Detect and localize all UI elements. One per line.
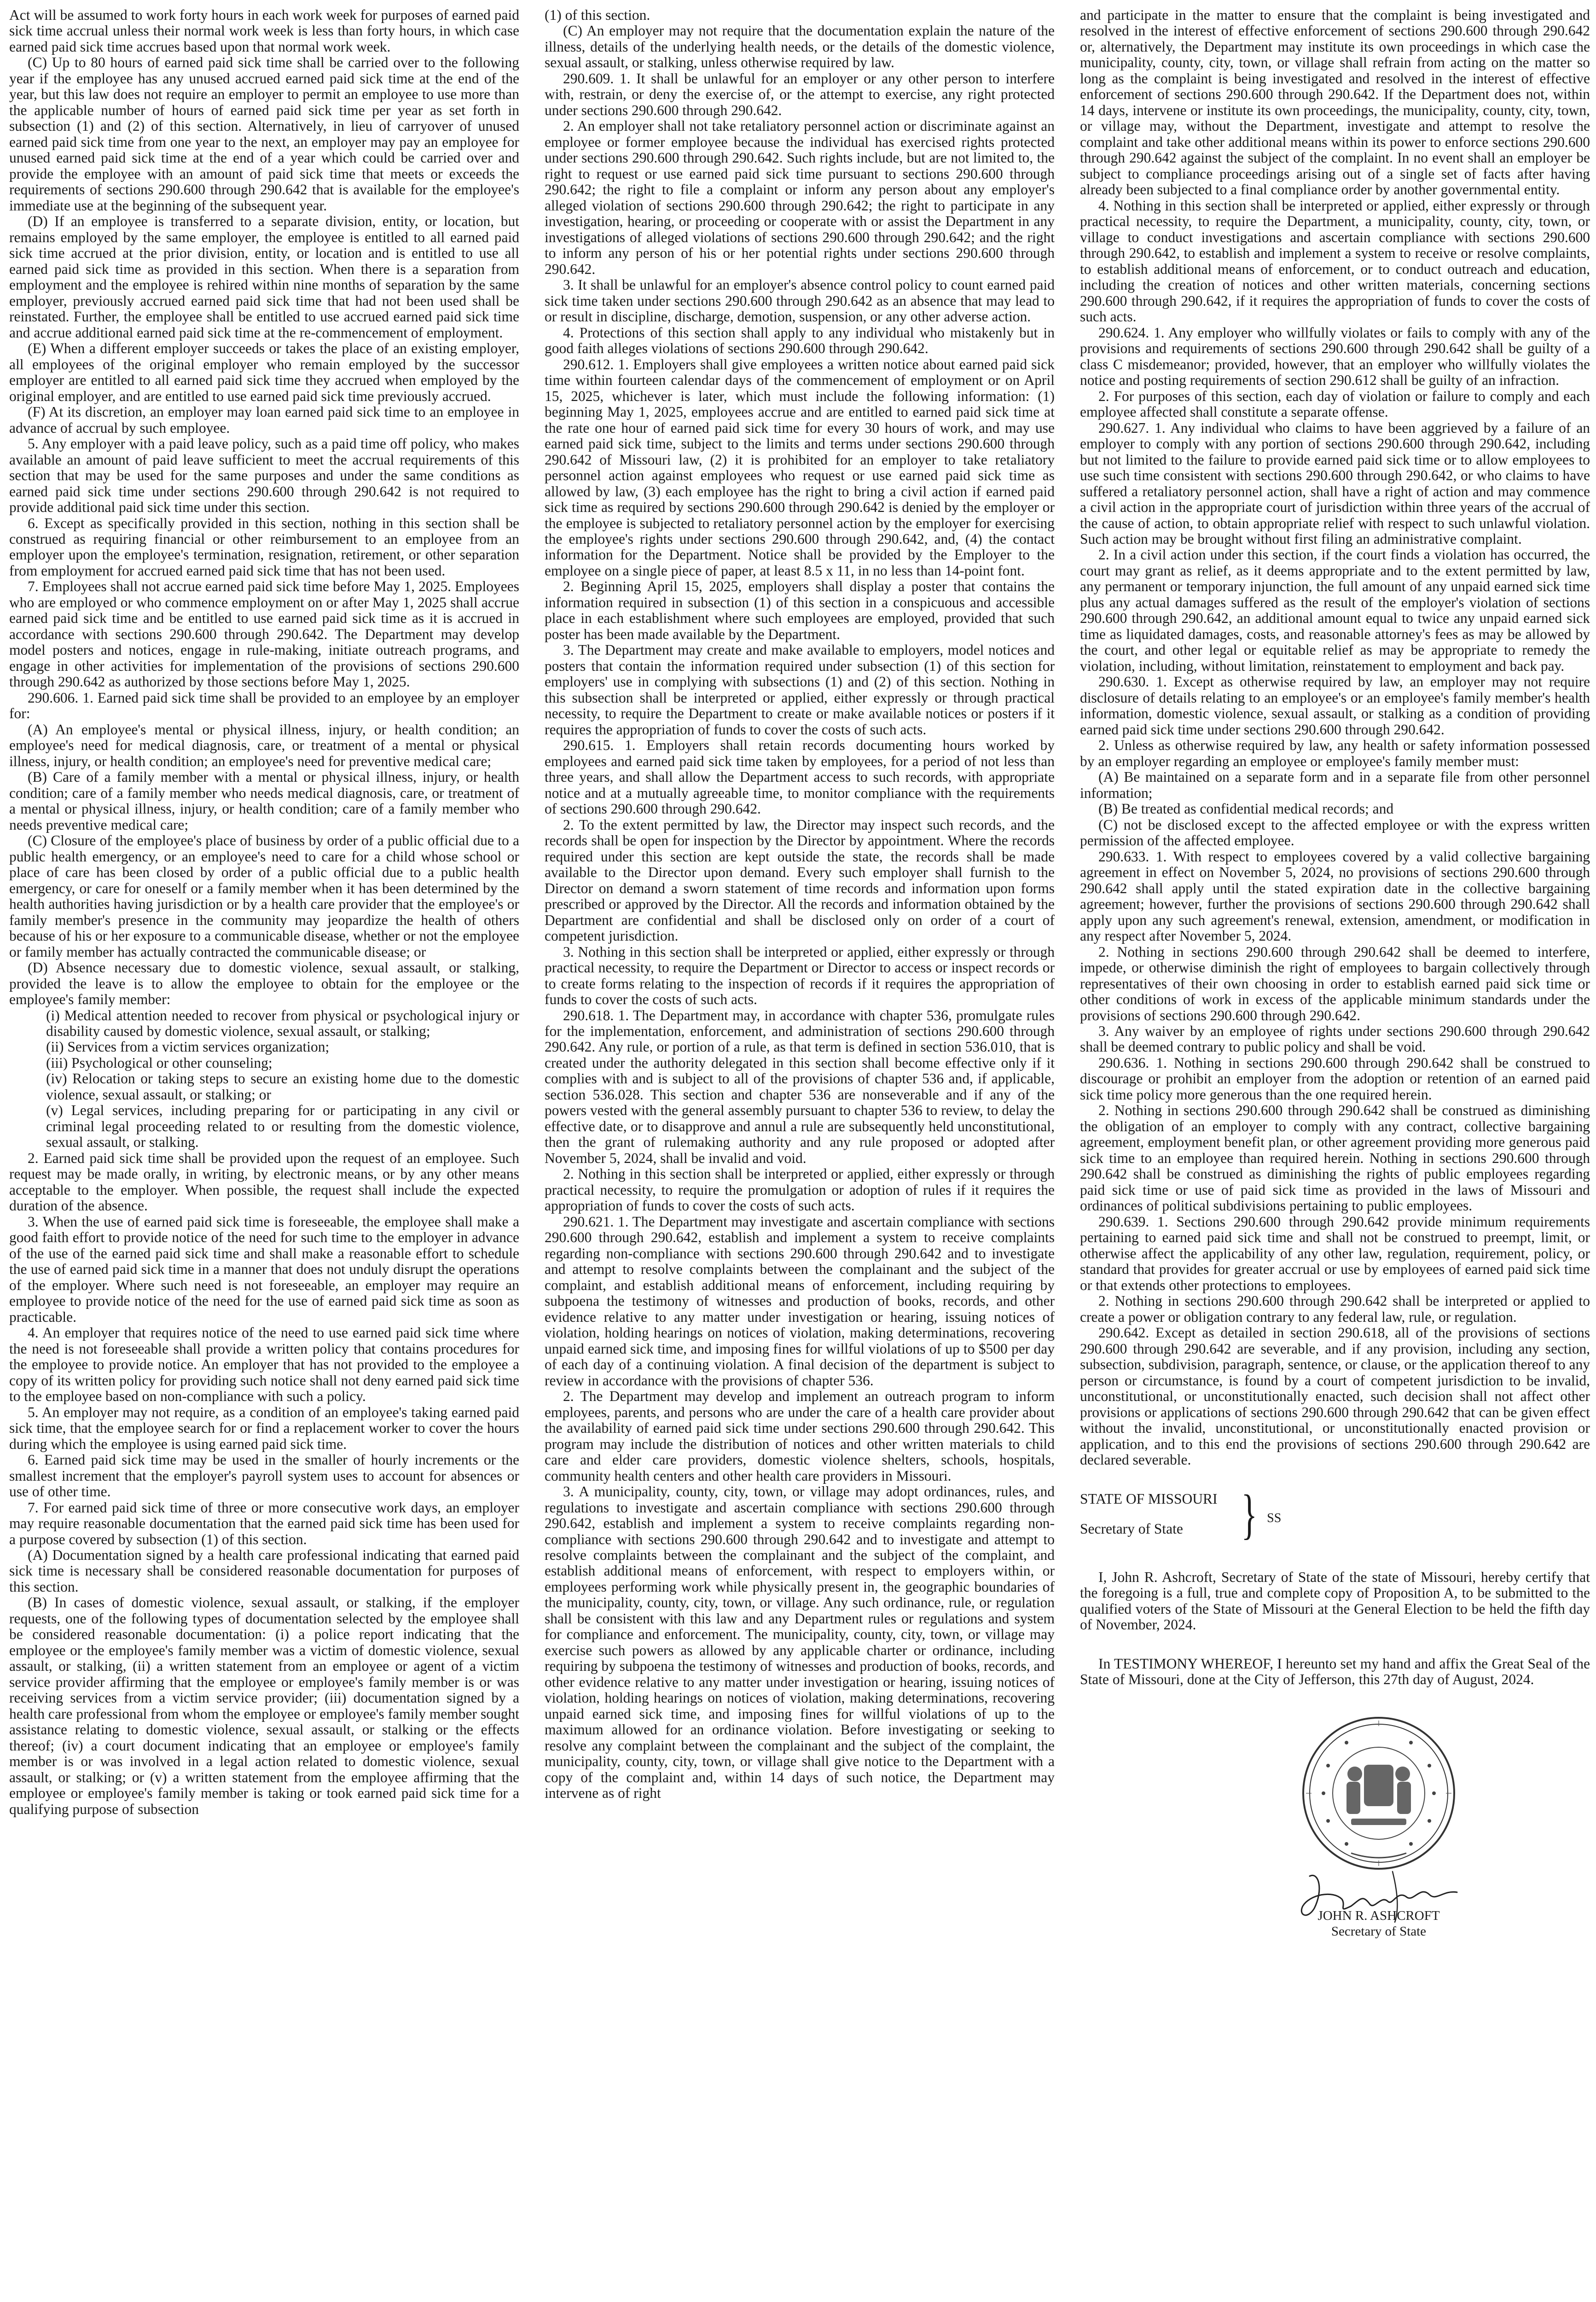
paragraph: 290.609. 1. It shall be unlawful for an employer or any other person to interfere with, restrain, or deny the exercise of, or the attempt to exercise, any right protected under sections 290.600 through 290.642.: [545, 70, 1055, 118]
paragraph: (A) Be maintained on a separate form and in a separate file from other personnel information;: [1080, 769, 1590, 801]
paragraph: (iv) Relocation or taking steps to secure an existing home due to the domestic violence, sexual assault, or stalking; or: [46, 1070, 519, 1103]
paragraph: 3. It shall be unlawful for an employer's absence control policy to count earned paid sick time taken under sections 290.600 through 290.642 as an absence that may lead to or result in discipline, discharge, demotion, suspension, or any other adverse action.: [545, 277, 1055, 325]
paragraph: 290.606. 1. Earned paid sick time shall be provided to an employee by an employer for:: [9, 689, 519, 722]
paragraph: (C) Up to 80 hours of earned paid sick time shall be carried over to the following year if the employee has any unused accrued earned paid sick time at the end of the year, but this law does not require an employer to permit an employee to use more than the applicable number of hours of earned paid sick time per year as set forth in subsection (1) and (2) of this section. Alternatively, in lieu of carryover of unused earned paid sick time from one year to the next, an employer may pay an employee for unused earned paid sick time at the end of a year which could be carried over and provide the employee with an amount of paid sick time that meets or exceeds the requirements of sections 290.600 through 290.642 that is available for the employee's immediate use at the beginning of the subsequent year.: [9, 54, 519, 214]
paragraph: 4. Nothing in this section shall be interpreted or applied, either expressly or through practical necessity, to require the Department, a municipality, county, city, town, or village to conduct investigations and ascertain compliance with sections 290.600 through 290.642, to establish and implement a system to receive or resolve complaints, to establish additional means of enforcement, or to conduct outreach and education, including the creation of notices and other written materials, concerning sections 290.600 through 290.642, if it requires the appropriation of funds to cover the costs of such acts.: [1080, 197, 1590, 325]
paragraph: 3. Nothing in this section shall be interpreted or applied, either expressly or through practical necessity, to require the Department or Director to access or inspect records or to create forms relating to the inspection of records if it requires the appropriation of funds to cover the costs of such acts.: [545, 943, 1055, 1008]
seal-and-signature: [1080, 1715, 1590, 1939]
paragraph: 2. Nothing in sections 290.600 through 290.642 shall be interpreted or applied to create a power or obligation contrary to any federal law, rule, or regulation.: [1080, 1293, 1590, 1325]
paragraph: (v) Legal services, including preparing for or participating in any civil or criminal legal proceeding related to or resulting from the domestic violence, sexual assault, or stalking.: [46, 1102, 519, 1151]
certify-paragraph: I, John R. Ashcroft, Secretary of State of the state of Missouri, hereby certify that the foregoing is a full, true and complete copy of Proposition A, to be submitted to the qualified voters of the State of Missouri at the General Election to be held the fifth day of November, 2024.: [1080, 1569, 1590, 1633]
paragraph: (i) Medical attention needed to recover from physical or psychological injury or disability caused by domestic violence, sexual assault, or stalking;: [46, 1007, 519, 1039]
paragraph: (C) An employer may not require that the documentation explain the nature of the illness, details of the underlying health needs, or the details of the domestic violence, sexual assault, or stalking, unless otherwise required by law.: [545, 23, 1055, 71]
paragraph: Act will be assumed to work forty hours in each work week for purposes of earned paid sick time accrual unless their normal work week is less than forty hours, in which case earned paid sick time accrues based upon that normal work week.: [9, 7, 519, 55]
paragraph: 5. An employer may not require, as a condition of an employee's taking earned paid sick time, that the employee search for or find a replacement worker to cover the hours during which the employee is using earned paid sick time.: [9, 1404, 519, 1452]
signer-block: [1317, 1908, 1439, 1939]
paragraph: (B) Be treated as confidential medical records; and: [1098, 801, 1394, 817]
paragraph: (A) Documentation signed by a health care professional indicating that earned paid sick time is necessary shall be considered reasonable documentation for purposes of this section.: [9, 1546, 519, 1595]
paragraph: 2. Beginning April 15, 2025, employers shall display a poster that contains the information required in subsection (1) of this section in a conspicuous and accessible place in each establishment where such employees are employed, provided that such poster has been made available by the Department.: [545, 578, 1055, 642]
state-label: STATE OF MISSOURI: [1080, 1491, 1218, 1507]
paragraph: (ii) Services from a victim services organization;: [46, 1039, 330, 1055]
paragraph: 3. The Department may create and make available to employers, model notices and posters that contain the information required under subsection (1) of this section for employers' use in complying with subsections (1) and (2) of this section. Nothing in this subsection shall be interpreted or applied, either expressly or through practical necessity, to require the Department to create or make available notices or posters if it requires the appropriation of funds to cover the costs of such acts.: [545, 642, 1055, 738]
paragraph: (E) When a different employer succeeds or takes the place of an existing employer, all employees of the original employer who remain employed by the successor employer are entitled to all earned paid sick time they accrued when employed by the original employer, and are entitled to use earned paid sick time previously accrued.: [9, 340, 519, 404]
paragraph: 290.627. 1. Any individual who claims to have been aggrieved by a failure of an employer to comply with any portion of sections 290.600 through 290.642, including but not limited to the failure to provide earned paid sick time or to allow employees to use such time consistent with sections 290.600 through 290.642, or who claims to have suffered a retaliatory personnel action, shall have a right of action and may commence a civil action in the appropriate court of jurisdiction within three years of the accrual of the cause of action, to obtain appropriate relief with respect to such unlawful violation. Such action may be brought without first filing an administrative complaint.: [1080, 419, 1590, 547]
paragraph: (C) Closure of the employee's place of business by order of a public official due to a public health emergency, or an employee's need to care for a child whose school or place of care has been closed by order of a public official due to a public health emergency, or care for oneself or a family member when it has been determined by the health authorities having jurisdiction or by a health care provider that the employee's or family member's presence in the community may jeopardize the health of others because of his or her exposure to a communicable disease, whether or not the employee or family member has actually contracted the communicable disease; or: [9, 832, 519, 960]
brace-icon: }: [1241, 1483, 1257, 1545]
paragraph: 290.630. 1. Except as otherwise required by law, an employer may not require disclosure of details relating to an employee's or an employee's family member's health information, domestic violence, sexual assault, or stalking as a condition of providing earned paid sick time under sections 290.600 through 290.642.: [1080, 674, 1590, 738]
signer-title: Secretary of State: [1331, 1924, 1427, 1939]
column-3-paragraphs: [1080, 7, 1590, 1468]
paragraph: 2. Nothing in sections 290.600 through 290.642 shall be deemed to interfere, impede, or otherwise diminish the right of employees to bargain collectively through representatives of their own choosing in order to establish earned paid sick time or other conditions of work in excess of the applicable minimum standards under the provisions of sections 290.600 through 290.642.: [1080, 943, 1590, 1023]
paragraph: (F) At its discretion, an employer may loan earned paid sick time to an employee in advance of accrual by such employee.: [9, 404, 519, 436]
paragraph: 7. For earned paid sick time of three or more consecutive work days, an employer may require reasonable documentation that the earned paid sick time has been used for a purpose covered by subsection (1) of this section.: [9, 1499, 519, 1547]
paragraph: (1) of this section.: [545, 7, 650, 23]
certification: [1080, 1570, 1590, 1633]
testimony-paragraph: In TESTIMONY WHEREOF, I hereunto set my hand and affix the Great Seal of the State of Missouri, done at the City of Jefferson, this 27th day of August, 2024.: [1080, 1655, 1590, 1687]
paragraph: and participate in the matter to ensure that the complaint is being investigated and resolved in the interest of effective enforcement of sections 290.600 through 290.642 or, alternatively, the Department may institute its own proceedings in which case the municipality, county, city, town, or village shall refrain from acting on the matter so long as the complaint is being investigated and resolved in the interest of effective enforcement of sections 290.600 through 290.642. If the Department does not, within 14 days, intervene or institute its own proceedings, the municipality, county, city, town, or village may, without the Department, investigate and attempt to resolve the complaint and take other additional means within its power to enforce sections 290.600 through 290.642 against the subject of the complaint. In no event shall an employer be subject to compliance proceedings arising out of a single set of facts after having already been subjected to a final compliance order by another governmental entity.: [1080, 7, 1590, 198]
paragraph: 2. Unless as otherwise required by law, any health or safety information possessed by an employer regarding an employee or employee's family member must:: [1080, 737, 1590, 769]
paragraph: 290.618. 1. The Department may, in accordance with chapter 536, promulgate rules for the implementation, enforcement, and administration of sections 290.600 through 290.642. Any rule, or portion of a rule, as that term is defined in section 536.010, that is created under the authority delegated in this section shall become effective only if it complies with and is subject to all of the provisions of chapter 536 and, if applicable, section 536.028. This section and chapter 536 are nonseverable and if any of the powers vested with the general assembly pursuant to chapter 536 to review, to delay the effective date, or to disapprove and annul a rule are subsequently held unconstitutional, then the grant of rulemaking authority and any rule proposed or adopted after November 5, 2024, shall be invalid and void.: [545, 1007, 1055, 1166]
paragraph: 7. Employees shall not accrue earned paid sick time before May 1, 2025. Employees who are employed or who commence employment on or after May 1, 2025 shall accrue earned paid sick time and be entitled to use earned paid sick time as it is accrued in accordance with sections 290.600 through 290.642. The Department may develop model posters and notices, engage in rule-making, initiate outreach programs, and engage in other activities for implementation of the provisions of sections 290.600 through 290.642 as authorized by those sections before May 1, 2025.: [9, 578, 519, 690]
paragraph: 290.612. 1. Employers shall give employees a written notice about earned paid sick time within fourteen calendar days of the commencement of employment or on April 15, 2025, whichever is later, which must include the following information: (1) beginning May 1, 2025, employees accrue and are entitled to earned paid sick time at the rate one hour of earned paid sick time for every 30 hours of work, and may use earned paid sick time, subject to the limits and terms under sections 290.600 through 290.642 of Missouri law, (2) it is prohibited for an employer to take retaliatory personnel action against employees who request or use earned paid sick time as allowed by law, (3) each employee has the right to bring a civil action if earned paid sick time as required by sections 290.600 through 290.642 is denied by the employer or the employee is subjected to retaliatory personnel action by the employer for exercising the employee's rights under sections 290.600 through 290.642, and, (4) the contact information for the Department. Notice shall be provided by the Employer to the employee on a single piece of paper, at least 8.5 x 11, in no less than 14-point font.: [545, 356, 1055, 579]
paragraph: (iii) Psychological or other counseling;: [46, 1054, 273, 1071]
paragraph: (D) Absence necessary due to domestic violence, sexual assault, or stalking, provided the leave is to allow the employee to obtain for the employee or the employee's family member:: [9, 959, 519, 1008]
text-column-3: [1080, 7, 1590, 2302]
paragraph: (A) An employee's mental or physical illness, injury, or health condition; an employee's need for medical diagnosis, care, or treatment of a mental or physical illness, injury, or health condition; an employee's need for preventive medical care;: [9, 721, 519, 769]
paragraph: 290.636. 1. Nothing in sections 290.600 through 290.642 shall be construed to discourage or prohibit an employer from the adoption or retention of an earned paid sick time policy more generous than the one required herein.: [1080, 1054, 1590, 1103]
paragraph: 2. Nothing in this section shall be interpreted or applied, either expressly or through practical necessity, to require the promulgation or adoption of rules if it requires the appropriation of funds to cover the costs of such acts.: [545, 1166, 1055, 1214]
paragraph: 3. Any waiver by an employee of rights under sections 290.600 through 290.642 shall be deemed contrary to public policy and shall be void.: [1080, 1023, 1590, 1055]
paragraph: 2. Earned paid sick time shall be provided upon the request of an employee. Such request may be made orally, in writing, by electronic means, or by any other means acceptable to the employer. When possible, the request shall include the expected duration of the absence.: [9, 1150, 519, 1214]
paragraph: 3. When the use of earned paid sick time is foreseeable, the employee shall make a good faith effort to provide notice of the need for such time to the employer in advance of the use of the earned paid sick time and shall make a reasonable effort to schedule the use of earned paid sick time in a manner that does not unduly disrupt the operations of the employer. Where such need is not foreseeable, an employer may require an employee to provide notice of the need for the use of earned paid sick time as soon as practicable.: [9, 1213, 519, 1325]
text-column-1: [9, 7, 519, 2302]
paragraph: 290.624. 1. Any employer who willfully violates or fails to comply with any of the provisions and requirements of sections 290.600 through 290.642 shall be guilty of a class C misdemeanor; provided, however, that an employer who willfully violates the notice and posting requirements of section 290.612 shall be guilty of an infraction.: [1080, 324, 1590, 389]
paragraph: (B) In cases of domestic violence, sexual assault, or stalking, if the employer requests, one of the following types of documentation selected by the employee shall be considered reasonable documentation: (i) a police report indicating that the employee or the employee's family member was a victim of domestic violence, sexual assault, or stalking, (ii) a written statement from an employee or agent of a victim service provider affirming that the employee or employee's family member is or was receiving services from a victim service provider; (iii) documentation signed by a health care professional from whom the employee or employee's family member sought assistance relating to domestic violence, sexual assault, or stalking or the effects thereof; (iv) a court document indicating that an employee or employee's family member is or was involved in a legal action related to domestic violence, sexual assault, or stalking; or (v) a written statement from the employee affirming that the employee or employee's family member is taking or took earned paid sick time for a qualifying purpose of subsection: [9, 1594, 519, 1817]
paragraph: 290.621. 1. The Department may investigate and ascertain compliance with sections 290.600 through 290.642, establish and implement a system to receive complaints regarding non-compliance with sections 290.600 through 290.642 and to investigate and attempt to resolve complaints between the complainant and the subject of the complaint, and establish additional means of enforcement, including requiring by subpoena the testimony of witnesses and production of books, records, and other evidence relative to any matter under investigation or hearing, issuing notices of violation, holding hearings on notices of violation, making determinations, recovering unpaid earned sick time, and imposing fines for willful violations of up to $500 per day of each day of a continuing violation. A final decision of the department is subject to review in accordance with the provisions of chapter 536.: [545, 1213, 1055, 1389]
paragraph: 4. Protections of this section shall apply to any individual who mistakenly but in good faith alleges violations of sections 290.600 through 290.642.: [545, 324, 1055, 357]
paragraph: 290.642. Except as detailed in section 290.618, all of the provisions of sections 290.600 through 290.642 are severable, and if any provision, including any section, subsection, subdivision, paragraph, sentence, or clause, or the application thereof to any person or circumstance, is found by a court of competent jurisdiction to be invalid, unconstitutional, or unconstitutionally enacted, such decision shall not affect other provisions or applications of sections 290.600 through 290.642 that can be given effect without the invalid, unconstitutional, or unconstitutionally enacted provision or application, and to this end the provisions of sections 290.600 through 290.642 are declared severable.: [1080, 1325, 1590, 1468]
paragraph: 2. To the extent permitted by law, the Director may inspect such records, and the records shall be open for inspection by the Director by appointment. Where the records required under this section are kept outside the state, the records shall be made available to the Director upon demand. Every such employer shall furnish to the Director on demand a sworn statement of time records and information upon forms prescribed or approved by the Director. All the records and information obtained by the Department are confidential and shall be disclosed only on order of a court of competent jurisdiction.: [545, 816, 1055, 944]
paragraph: (C) not be disclosed except to the affected employee or with the express written permission of the affected employee.: [1080, 816, 1590, 849]
paragraph: 2. For purposes of this section, each day of violation or failure to comply and each employee affected shall constitute a separate offense.: [1080, 388, 1590, 420]
paragraph: (B) Care of a family member with a mental or physical illness, injury, or health condition; care of a family member who needs medical diagnosis, care, or treatment of a mental or physical illness, injury, or health condition; care of a family member who needs preventive medical care;: [9, 769, 519, 833]
paragraph: 2. Nothing in sections 290.600 through 290.642 shall be construed as diminishing the obligation of an employer to comply with any contract, collective bargaining agreement, employment benefit plan, or other agreement providing more generous paid sick time to an employee than required herein. Nothing in sections 290.600 through 290.642 shall be construed as diminishing the rights of public employees regarding paid sick time or use of paid sick time as provided in the laws of Missouri and ordinances of political subdivisions pertaining to public employees.: [1080, 1102, 1590, 1214]
paragraph: (D) If an employee is transferred to a separate division, entity, or location, but remains employed by the same employer, the employee is entitled to all earned paid sick time accrued at the prior division, entity, or location and is entitled to use all earned paid sick time as provided in this section. When there is a separation from employment and the employee is rehired within nine months of separation by the same employer, previously accrued earned paid sick time that had not been used shall be reinstated. Further, the employee shall be entitled to use accrued earned paid sick time and accrue additional earned paid sick time at the re-commencement of employment.: [9, 213, 519, 341]
secretary-label: Secretary of State: [1080, 1520, 1183, 1537]
ss-mark: SS: [1267, 1511, 1282, 1526]
state-block: [1080, 1483, 1590, 1545]
paragraph: 2. In a civil action under this section, if the court finds a violation has occurred, the court may grant as relief, as it deems appropriate and to the extent permitted by law, any permanent or temporary injunction, the full amount of any unpaid earned sick time plus any actual damages suffered as the result of the employer's violation of sections 290.600 through 290.642, an additional amount equal to twice any unpaid earned sick time as liquidated damages, costs, and reasonable attorney's fees as may be allowed by the court, and other legal or equitable relief as may be appropriate to remedy the violation, including, without limitation, reinstatement to employment and back pay.: [1080, 546, 1590, 674]
paragraph: 290.615. 1. Employers shall retain records documenting hours worked by employees and earned paid sick time taken by employees, for a period of not less than three years, and shall allow the Department access to such records, with appropriate notice and at a mutually agreeable time, to monitor compliance with the requirements of sections 290.600 through 290.642.: [545, 737, 1055, 817]
paragraph: 6. Except as specifically provided in this section, nothing in this section shall be construed as requiring financial or other reimbursement to an employee from an employer upon the employee's termination, resignation, retirement, or other separation from employment for accrued earned paid sick time that has not been used.: [9, 515, 519, 579]
signer-name: JOHN R. ASHCROFT: [1317, 1908, 1440, 1924]
paragraph: 5. Any employer with a paid leave policy, such as a paid time off policy, who makes available an amount of paid leave sufficient to meet the accrual requirements of this section that may be used for the same purposes and under the same conditions as earned paid sick time under sections 290.600 through 290.642 is not required to provide additional paid sick time under this section.: [9, 436, 519, 516]
paragraph: 290.633. 1. With respect to employees covered by a valid collective bargaining agreement in effect on November 5, 2024, no provisions of sections 290.600 through 290.642 shall apply until the stated expiration date in the collective bargaining agreement; however, further the provisions of sections 290.600 through 290.642 shall apply upon any such agreement's renewal, extension, amendment, or modification in any respect after November 5, 2024.: [1080, 848, 1590, 944]
paragraph: 2. An employer shall not take retaliatory personnel action or discriminate against an employee or former employee because the individual has exercised rights protected under sections 290.600 through 290.642. Such rights include, but are not limited to, the right to request or use earned paid sick time pursuant to sections 290.600 through 290.642; the right to file a complaint or inform any person about any employer's alleged violation of sections 290.600 through 290.642; the right to participate in any investigation, hearing, or proceeding or cooperate with or assist the Department in any investigations of alleged violations of sections 290.600 through 290.642; and the right to inform any person of his or her potential rights under sections 290.600 through 290.642.: [545, 118, 1055, 277]
state-seal-icon: [1300, 1715, 1457, 1872]
paragraph: 2. The Department may develop and implement an outreach program to inform employees, parents, and persons who are under the care of a health care provider about the availability of earned paid sick time under sections 290.600 through 290.642. This program may include the distribution of notices and other written materials to child care and elder care providers, domestic violence shelters, schools, hospitals, community health centers and other health care providers in Missouri.: [545, 1388, 1055, 1484]
paragraph: 4. An employer that requires notice of the need to use earned paid sick time where the need is not foreseeable shall provide a written policy that contains procedures for the employee to provide notice. An employer that has not provided to the employee a copy of its written policy for providing such notice shall not deny earned paid sick time to the employee based on non-compliance with such a policy.: [9, 1325, 519, 1405]
paragraph: 3. A municipality, county, city, town, or village may adopt ordinances, rules, and regulations to investigate and ascertain compliance with sections 290.600 through 290.642, establish and implement a system to receive complaints regarding non-compliance with sections 290.600 through 290.642 and to investigate and attempt to resolve complaints between the complainant and the subject of the complaint, and establish additional means of enforcement, with respect to employers within, or employees performing work while physically present in, the geographic boundaries of the municipality, county, city, town, or village. Any such ordinance, rule, or regulation shall be consistent with this law and any Department rules or regulations and system for compliance and enforcement. The municipality, county, city, town, or village may exercise such powers as allowed by any applicable charter or ordinance, including requiring by subpoena the testimony of witnesses and production of books, records, and other evidence relative to any matter under investigation or hearing, issuing notices of violation, holding hearings on notices of violation, making determinations, recovering unpaid earned sick time, and imposing fines for willful violations of up to the maximum allowed for an ordinance violation. Before investigating or seeking to resolve any complaint between the complainant and the subject of the complaint, the municipality, county, city, town, or village shall give notice to the Department with a copy of the complaint and, within 14 days of such notice, the Department may intervene as of right: [545, 1483, 1055, 1802]
testimony: [1080, 1656, 1590, 1688]
text-column-2: [545, 7, 1055, 2302]
paragraph: 290.639. 1. Sections 290.600 through 290.642 provide minimum requirements pertaining to earned paid sick time and shall not be construed to preempt, limit, or otherwise affect the applicability of any other law, regulation, requirement, policy, or standard that provides for greater accrual or use by employees of earned paid sick time or that extends other protections to employees.: [1080, 1213, 1590, 1293]
paragraph: 6. Earned paid sick time may be used in the smaller of hourly increments or the smallest increment that the employer's payroll system uses to account for absences or use of other time.: [9, 1452, 519, 1500]
